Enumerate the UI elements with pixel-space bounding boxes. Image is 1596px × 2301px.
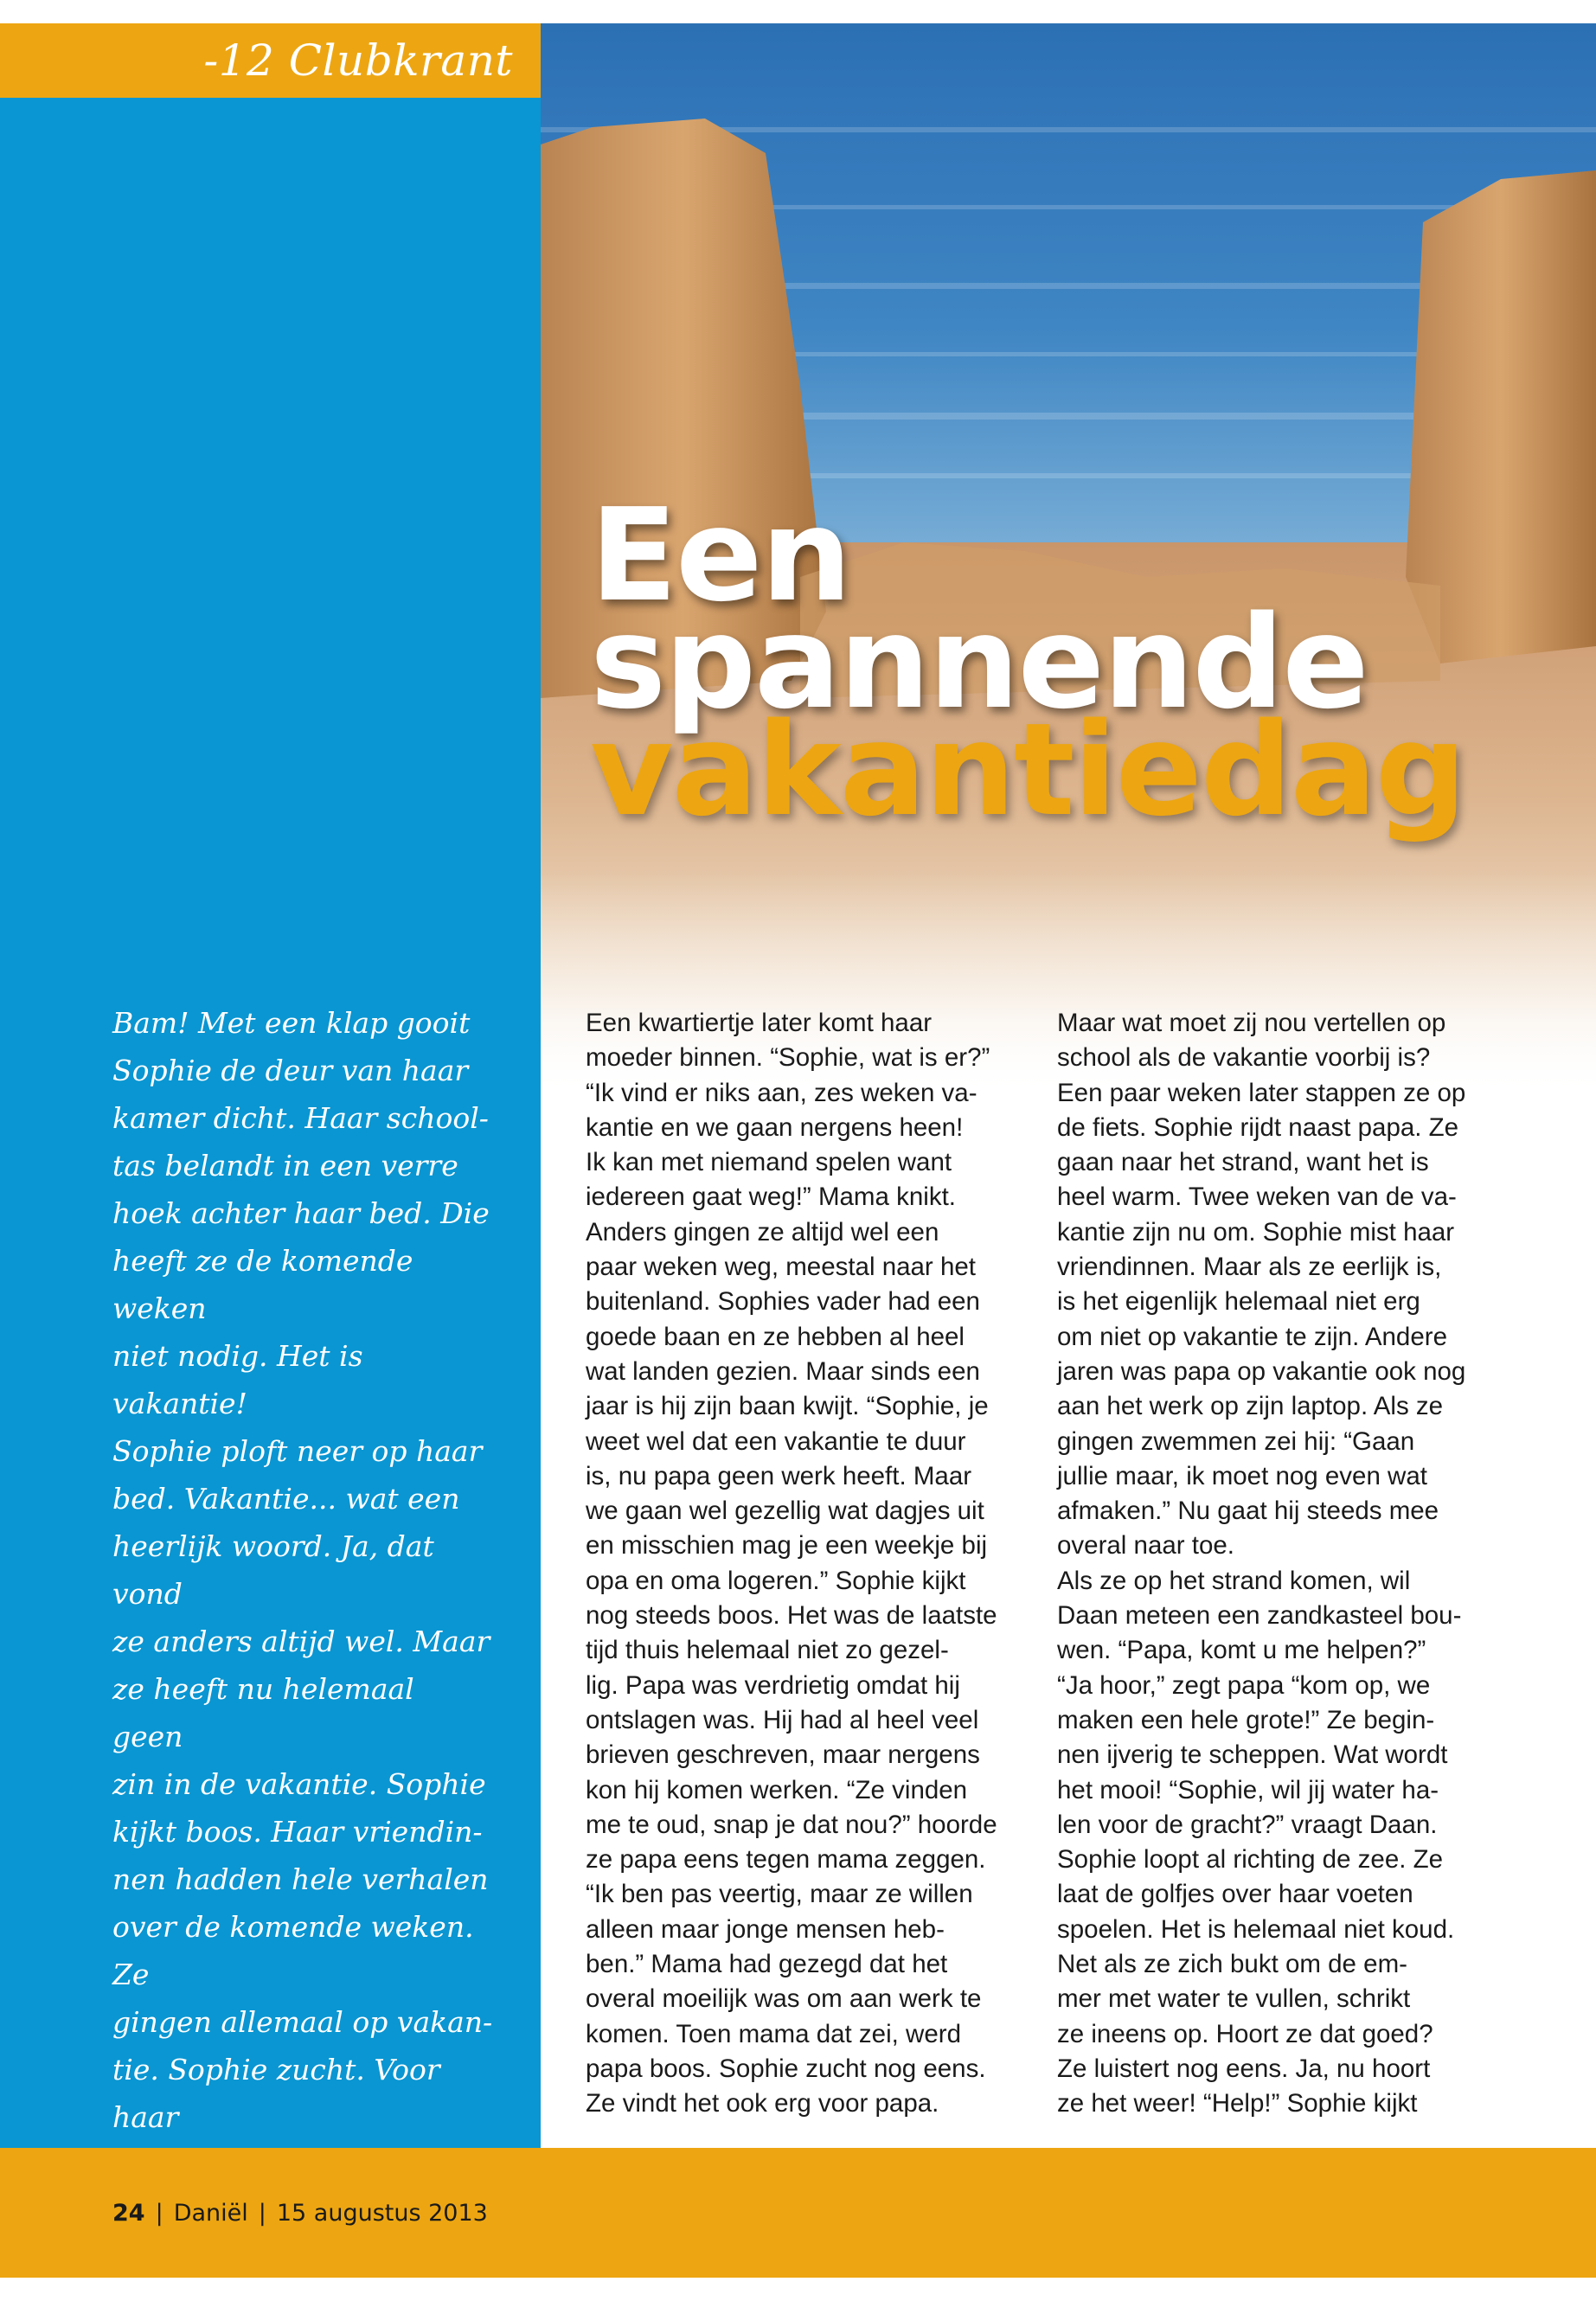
page-number: 24 (112, 2200, 145, 2227)
title-line-2: spannende (590, 588, 1368, 737)
section-label: -12 Clubkrant (203, 35, 513, 86)
intro-paragraph: Bam! Met een klap gooit Sophie de deur van haar kamer dicht. Haar school- tas belandt in een verre hoek achter haar bed. Die heeft ze de komende weken niet nodig. Het is vakantie! Sophie ploft neer op haar bed. Vakantie... wat een heerlijk woord. Ja, dat vond ze anders altijd wel. Maar ze heeft nu helemaal geen zin in de vakantie. Sophie kijkt boos. Haar vriendin- nen hadden hele verhalen over de komende weken. Ze gingen allemaal op vakan- tie. Sophie zucht. Voor haar (112, 1006, 493, 2134)
body-column-3: Maar wat moet zij nou vertellen op school als de vakantie voorbij is? Een paar weken later stappen ze op de fiets. Sophie rijdt naast papa. Ze gaan naar het strand, want het is heel warm. Twee weken van de va- kantie zijn nu om. Sophie mist haar vriendinnen. Maar als ze eerlijk is, is het eigenlijk helemaal niet erg om niet op vakantie te zijn. Andere jaren was papa op vakantie ook nog aan het werk op zijn laptop. Als ze gingen zwemmen zei hij: “Gaan jullie maar, ik moet nog even wat afmaken.” Nu gaat hij steeds mee overal naar toe. Als ze op het strand komen, wil Daan meteen een zandkasteel bou- wen. “Papa, komt u me helpen?” “Ja hoor,” zegt papa “kom op, we maken een hele grote!” Ze begin- nen ijverig te scheppen. Wat wordt het mooi! “Sophie, wil jij water ha- len voor de gracht?” vraagt Daan. Sophie loopt al richting de zee. Ze laat de golfjes over haar voeten spoelen. Het is helemaal niet koud. Net als ze zich bukt om de em- mer met water te vullen, schrikt ze ineens op. Hoort ze dat goed? Ze luistert nog eens. Ja, nu hoort ze het weer! “Help!” Sophie kijkt (1057, 1009, 1466, 2118)
footer-band (0, 2148, 1596, 2278)
title-line-1: Een (590, 481, 850, 630)
section-header-band (0, 23, 541, 98)
article-title (590, 481, 1465, 844)
magazine-name: Daniël (173, 2200, 248, 2227)
folio (112, 2200, 488, 2227)
issue-date: 15 augustus 2013 (276, 2200, 488, 2227)
body-column-2: Een kwartiertje later komt haar moeder binnen. “Sophie, wat is er?” “Ik vind er niks aan, zes weken va- kantie en we gaan nergens heen! Ik kan met niemand spelen want iedereen gaat weg!” Mama knikt. Anders gingen ze altijd wel een paar weken weg, meestal naar het buitenland. Sophies vader had een goede baan en ze hebben al heel wat landen gezien. Maar sinds een jaar is hij zijn baan kwijt. “Sophie, je weet wel dat een vakantie te duur is, nu papa geen werk heeft. Maar we gaan wel gezellig wat dagjes uit en misschien mag je een weekje bij opa en oma logeren.” Sophie kijkt nog steeds boos. Het was de laatste tijd thuis helemaal niet zo gezel- lig. Papa was verdrietig omdat hij ontslagen was. Hij had al heel veel brieven geschreven, maar nergens kon hij komen werken. “Ze vinden me te oud, snap je dat nou?” hoorde ze papa eens tegen mama zeggen. “Ik ben pas veertig, maar ze willen alleen maar jonge mensen heb- ben.” Mama had gezegd dat het overal moeilijk was om aan werk te komen. Toen mama dat zei, werd papa boos. Sophie zucht nog eens. Ze vindt het ook erg voor papa. (586, 1009, 997, 2118)
title-line-3: vakantiedag (590, 695, 1465, 844)
folio-separator: | (258, 2200, 266, 2227)
folio-separator: | (155, 2200, 163, 2227)
